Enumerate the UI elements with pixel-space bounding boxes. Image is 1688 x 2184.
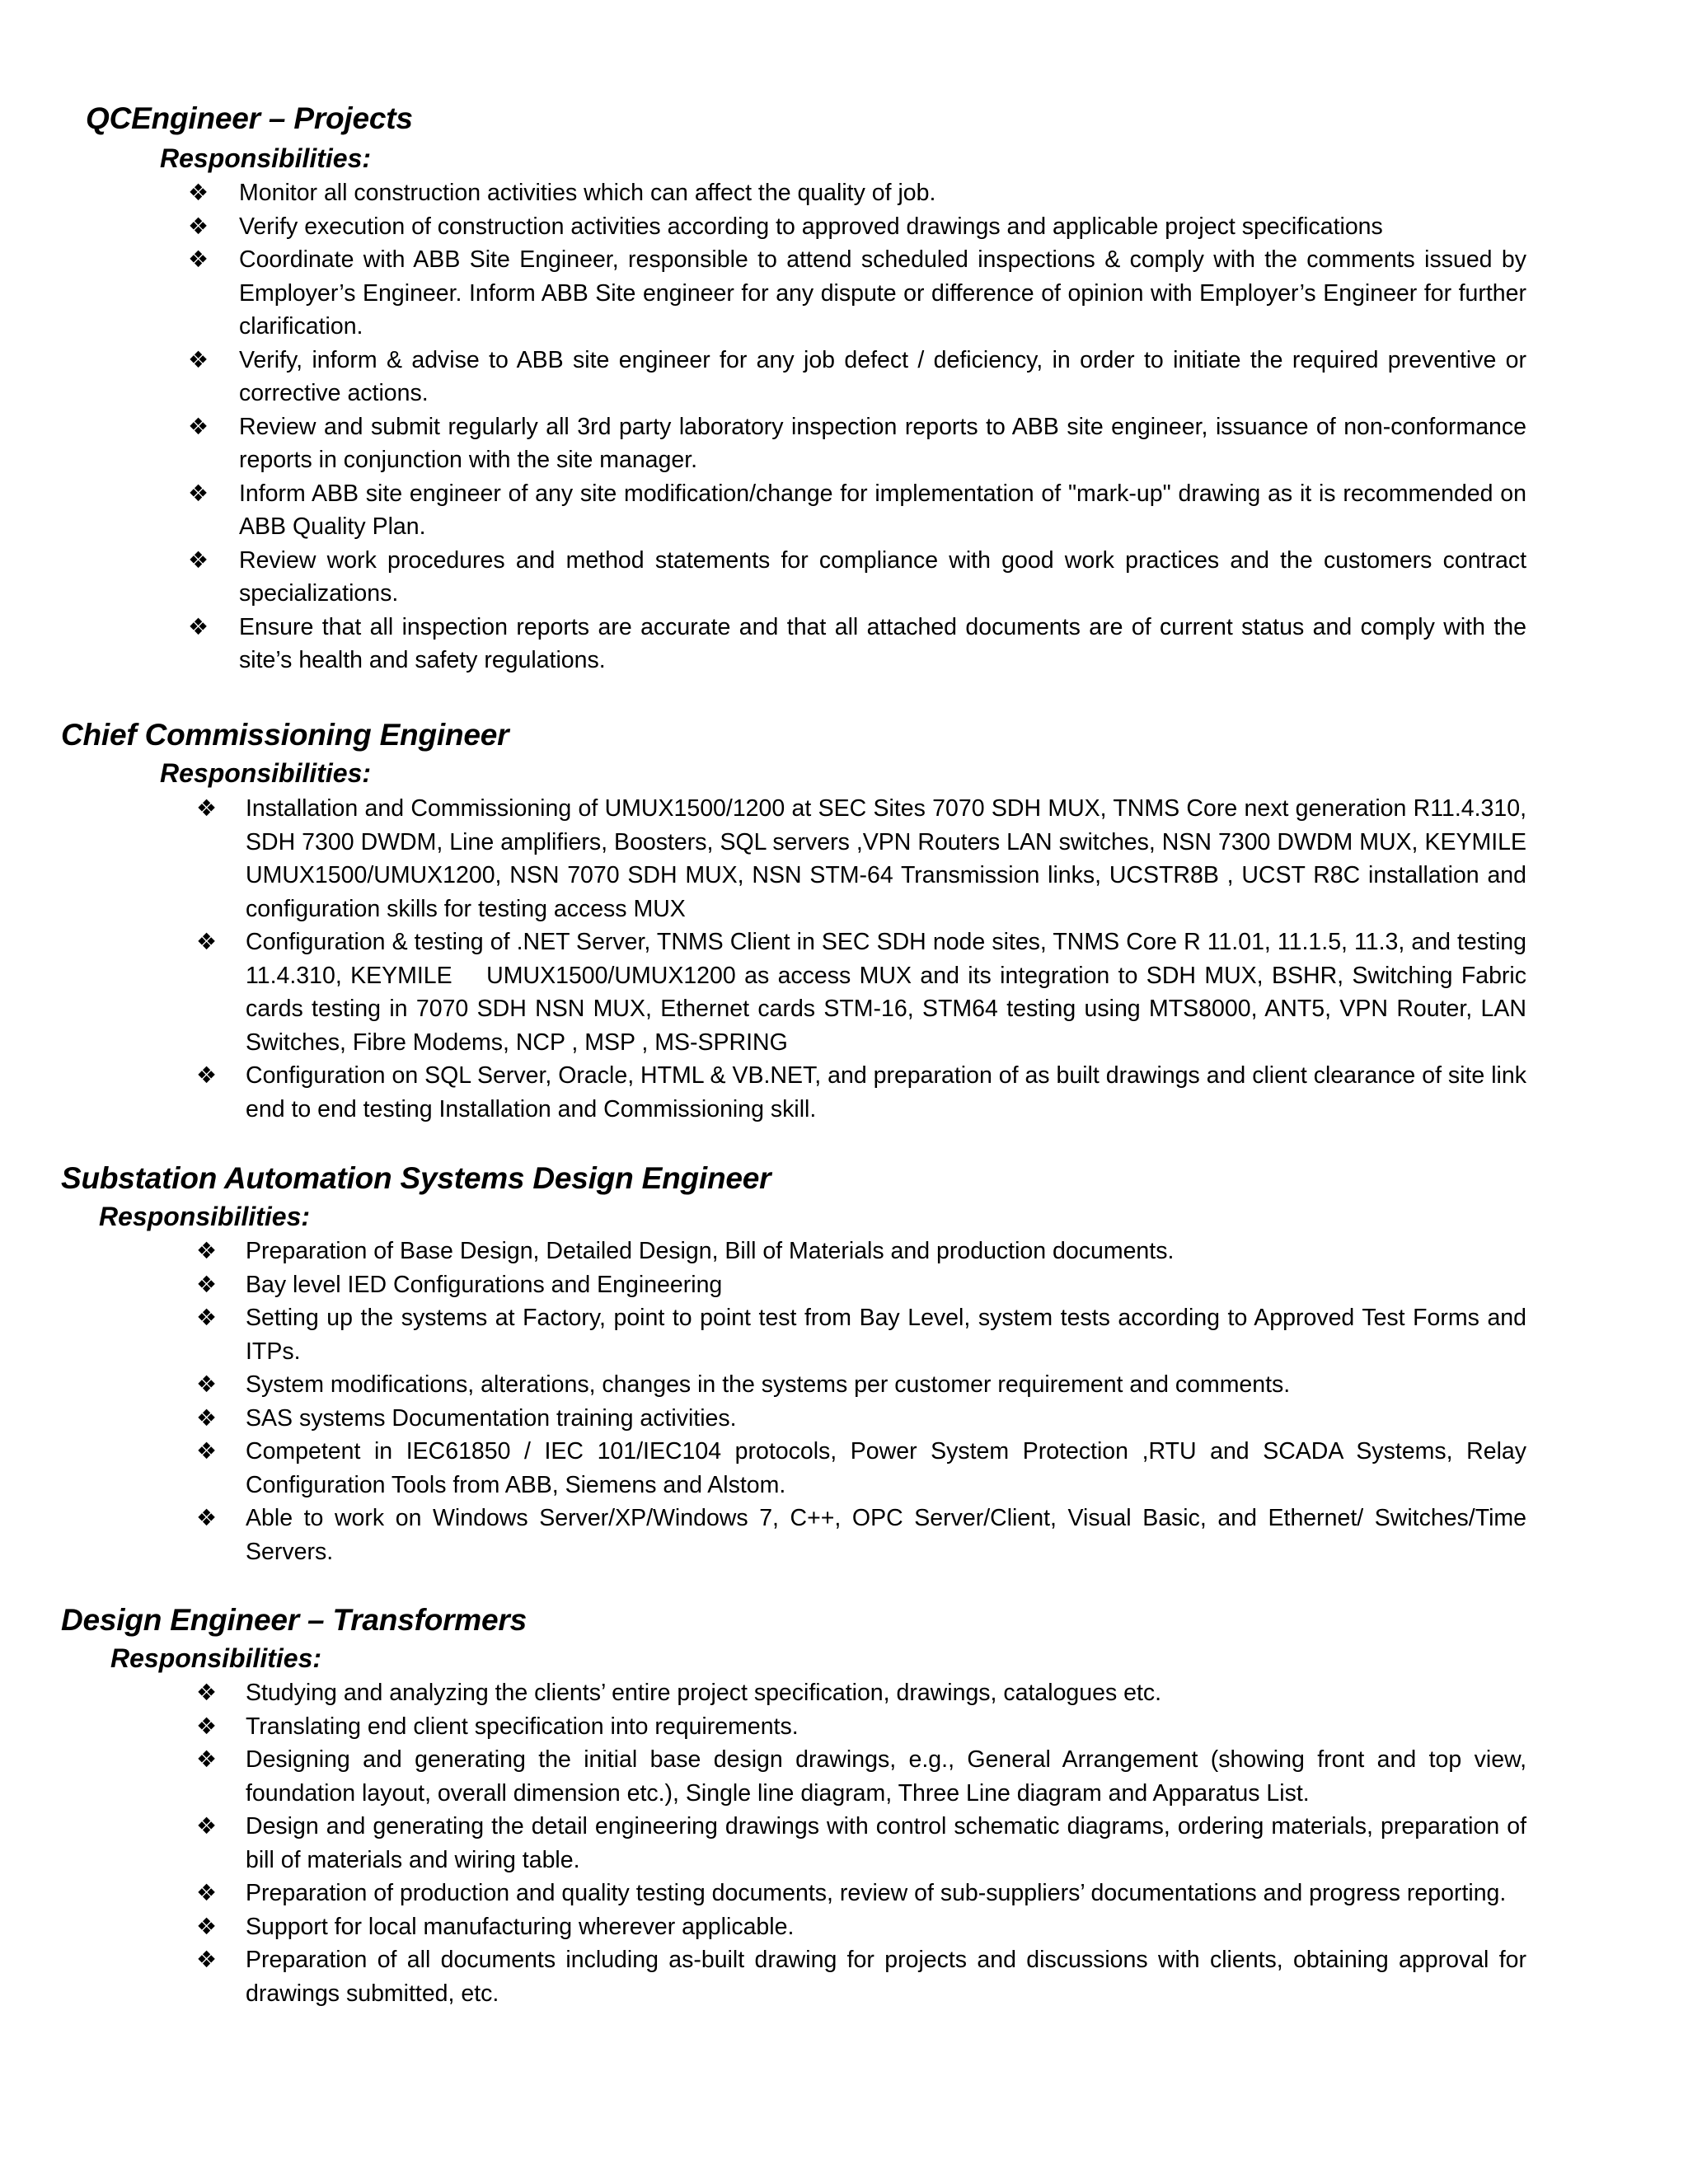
- list-item: [196, 1943, 1526, 2010]
- list-item-text: Ensure that all inspection reports are accurate and that all attached documents are of current status and comply with the site’s health and safety regulations.: [239, 613, 1526, 673]
- list-item-text: Studying and analyzing the clients’ entire project specification, drawings, catalogues etc.: [246, 1680, 1162, 1706]
- list-item: [196, 1402, 1526, 1436]
- list-item: [196, 1435, 1526, 1502]
- list-item-text: Review and submit regularly all 3rd party laboratory inspection reports to ABB site engineer, issuance of non-conformance reports in conjunction with the site manager.: [239, 413, 1526, 473]
- list-item: [196, 1235, 1526, 1268]
- diamond-bullet-icon: ❖: [196, 1062, 218, 1089]
- diamond-bullet-icon: ❖: [196, 794, 218, 822]
- section-subtitle: Responsibilities:: [160, 758, 372, 788]
- diamond-bullet-icon: ❖: [196, 1371, 218, 1398]
- list-item: [188, 243, 1526, 344]
- section-subtitle: Responsibilities:: [99, 1202, 311, 1231]
- diamond-bullet-icon: ❖: [188, 345, 209, 373]
- diamond-bullet-icon: ❖: [196, 1504, 218, 1531]
- list-item-text: Monitor all construction activities which can affect the quality of job.: [239, 180, 936, 206]
- diamond-bullet-icon: ❖: [196, 1270, 218, 1298]
- diamond-bullet-icon: ❖: [196, 1404, 218, 1432]
- list-item: [196, 1910, 1526, 1944]
- list-item: [188, 477, 1526, 544]
- list-item-text: Setting up the systems at Factory, point to point test from Bay Level, system tests according to Approved Test Forms and ITPs.: [246, 1305, 1526, 1365]
- diamond-bullet-icon: ❖: [188, 479, 209, 507]
- diamond-bullet-icon: ❖: [196, 1812, 218, 1840]
- responsibility-list: [196, 1676, 1526, 2010]
- list-item-text: Competent in IEC61850 / IEC 101/IEC104 protocols, Power System Protection ,RTU and SCADA Systems, Relay Configuration Tools from ABB, Siemens and Alstom.: [246, 1438, 1526, 1498]
- list-item-text: Able to work on Windows Server/XP/Windows 7, C++, OPC Server/Client, Visual Basic, and Ethernet/ Switches/Time Servers.: [246, 1505, 1526, 1565]
- diamond-bullet-icon: ❖: [196, 1746, 218, 1773]
- list-item-text: Preparation of production and quality testing documents, review of sub-suppliers’ documentations and progress reporting.: [246, 1880, 1507, 1906]
- list-item: [188, 344, 1526, 410]
- diamond-bullet-icon: ❖: [196, 1679, 218, 1706]
- list-item-text: SAS systems Documentation training activities.: [246, 1404, 737, 1432]
- list-item-text: System modifications, alterations, changes in the systems per customer requirement and comments.: [246, 1371, 1291, 1398]
- diamond-bullet-icon: ❖: [196, 1879, 218, 1906]
- diamond-bullet-icon: ❖: [188, 612, 209, 640]
- list-item-text: Installation and Commissioning of UMUX1500/1200 at SEC Sites 7070 SDH MUX, TNMS Core next generation R11.4.310, SDH 7300 DWDM, Line amplifiers, Boosters, SQL servers ,VPN Routers LAN switches, NSN 7300 DWDM MUX, KEYMILE UMUX1500/UMUX1200, NSN 7070 SDH MUX, NSN STM-64 Transmission links, UCSTR8B , UCST R8C installation and configuration skills for testing access MUX: [246, 795, 1526, 922]
- list-item-text: Verify execution of construction activities according to approved drawings and applicable project specifications: [239, 213, 1383, 240]
- list-item-text: Support for local manufacturing wherever applicable.: [246, 1913, 795, 1940]
- section-subtitle: Responsibilities:: [160, 143, 372, 173]
- list-item-text: Preparation of Base Design, Detailed Design, Bill of Materials and production documents.: [246, 1238, 1175, 1264]
- diamond-bullet-icon: ❖: [196, 1946, 218, 1973]
- list-item: [196, 1268, 1526, 1302]
- section-title: Design Engineer – Transformers: [61, 1603, 527, 1637]
- list-item-text: Preparation of all documents including as-built drawing for projects and discussions with clients, obtaining approval for drawings submitted, etc.: [246, 1947, 1526, 2007]
- diamond-bullet-icon: ❖: [196, 1237, 218, 1264]
- diamond-bullet-icon: ❖: [188, 546, 209, 574]
- diamond-bullet-icon: ❖: [196, 1912, 218, 1940]
- section-subtitle: Responsibilities:: [110, 1643, 322, 1673]
- list-item-text: Configuration on SQL Server, Oracle, HTML & VB.NET, and preparation of as built drawings and client clearance of site link end to end testing Installation and Commissioning skill.: [246, 1062, 1526, 1122]
- list-item: [188, 410, 1526, 477]
- diamond-bullet-icon: ❖: [188, 412, 209, 440]
- list-item: [196, 1710, 1526, 1744]
- list-item: [196, 792, 1526, 926]
- section-title: Chief Commissioning Engineer: [61, 718, 509, 752]
- list-item-text: Coordinate with ABB Site Engineer, responsible to attend scheduled inspections & comply with the comments issued by Employer’s Engineer. Inform ABB Site engineer for any dispute or difference of opinion with Employer’s Engineer for further clarification.: [239, 246, 1526, 340]
- list-item-text: Designing and generating the initial base design drawings, e.g., General Arrangement (showing front and top view, foundation layout, overall dimension etc.), Single line diagram, Three Line diagram and Apparatus List.: [246, 1746, 1526, 1807]
- list-item-text: Design and generating the detail engineering drawings with control schematic diagrams, ordering materials, preparation of bill of materials and wiring table.: [246, 1813, 1526, 1873]
- list-item: [196, 1059, 1526, 1126]
- list-item: [188, 210, 1526, 244]
- list-item: [196, 1368, 1526, 1402]
- list-item: [188, 611, 1526, 677]
- list-item-text: Bay level IED Configurations and Engineering: [246, 1271, 723, 1298]
- diamond-bullet-icon: ❖: [188, 246, 209, 273]
- list-item: [196, 1810, 1526, 1877]
- list-item: [188, 176, 1526, 210]
- list-item-text: Configuration & testing of .NET Server, TNMS Client in SEC SDH node sites, TNMS Core R 11.01, 11.1.5, 11.3, and testing 11.4.310, KEYMILE UMUX1500/UMUX1200 as access MUX and its integration to SDH MUX, BSHR, Switching Fabric cards testing in 7070 SDH NSN MUX, Ethernet cards STM-16, STM64 testing using MTS8000, ANT5, VPN Router, LAN Switches, Fibre Modems, NCP , MSP , MS-SPRING: [246, 929, 1533, 1056]
- responsibility-list: [188, 176, 1526, 677]
- section-title: Substation Automation Systems Design Engineer: [61, 1161, 771, 1195]
- responsibility-list: [196, 792, 1533, 1126]
- list-item-text: Translating end client specification into requirements.: [246, 1713, 799, 1740]
- list-item-text: Review work procedures and method statements for compliance with good work practices and the customers contract specializations.: [239, 546, 1526, 607]
- list-item: [188, 544, 1526, 611]
- diamond-bullet-icon: ❖: [196, 928, 218, 955]
- list-item: [196, 1502, 1526, 1568]
- responsibility-list: [196, 1235, 1526, 1568]
- list-item-text: Inform ABB site engineer of any site modification/change for implementation of "mark-up" drawing as it is recommended on ABB Quality Plan.: [239, 480, 1526, 540]
- list-item: [196, 1676, 1526, 1710]
- list-item-text: Verify, inform & advise to ABB site engineer for any job defect / deficiency, in order to initiate the required preventive or corrective actions.: [239, 346, 1526, 406]
- diamond-bullet-icon: ❖: [196, 1712, 218, 1740]
- diamond-bullet-icon: ❖: [188, 212, 209, 240]
- diamond-bullet-icon: ❖: [188, 179, 209, 206]
- list-item: [196, 1877, 1526, 1910]
- section-title: QCEngineer – Projects: [86, 101, 413, 135]
- list-item: [196, 1743, 1526, 1810]
- diamond-bullet-icon: ❖: [196, 1304, 218, 1331]
- diamond-bullet-icon: ❖: [196, 1437, 218, 1465]
- list-item: [196, 1301, 1526, 1368]
- list-item: [196, 926, 1533, 1059]
